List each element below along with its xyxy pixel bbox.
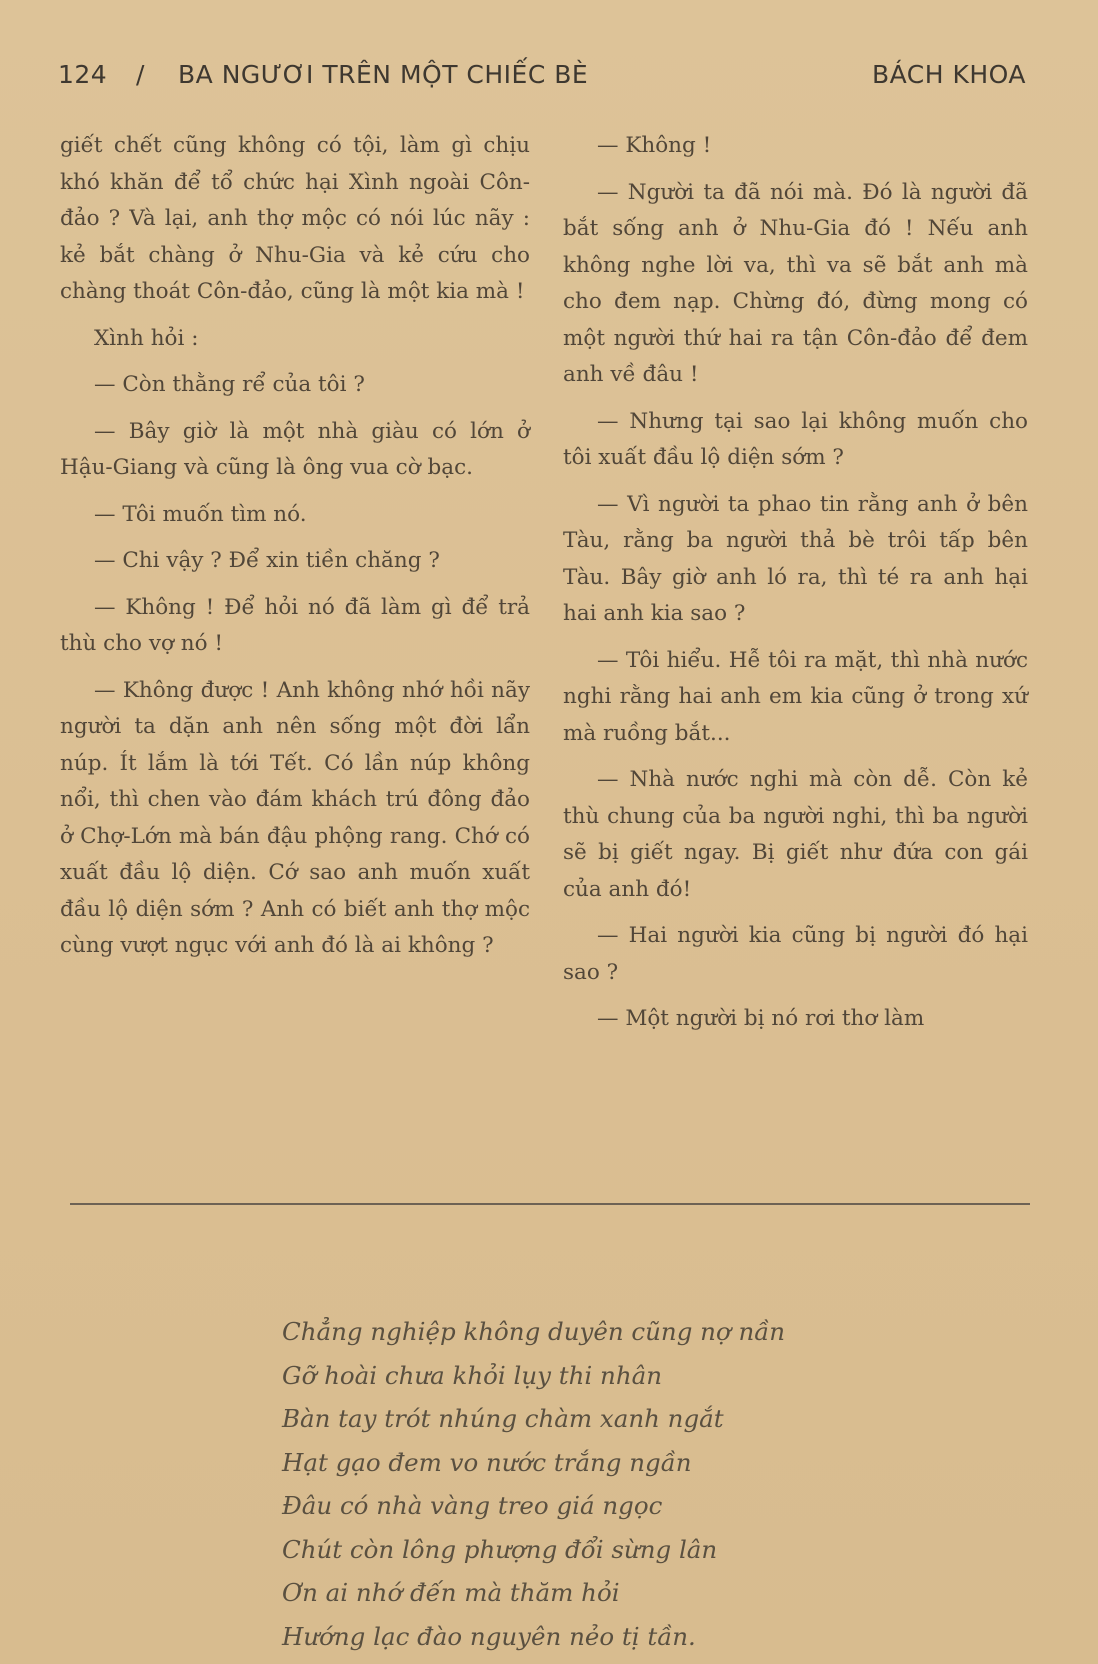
paragraph: — Không ! Để hỏi nó đã làm gì để trả thù cho vợ nó ! (60, 594, 530, 656)
paragraph: — Một người bị nó rơi thơ làm (597, 1006, 925, 1031)
poem-line: Chút còn lông phượng đổi sừng lân (282, 1534, 718, 1564)
header-separator: / (136, 60, 145, 89)
paragraph: Xình hỏi : (94, 325, 199, 351)
left-column (60, 128, 530, 975)
paragraph: — Bây giờ là một nhà giàu có lớn ở Hậu-Giang và cũng là ông vua cờ bạc. (60, 418, 530, 480)
paragraph: — Tôi hiểu. Hễ tôi ra mặt, thì nhà nước nghi rằng hai anh em kia cũng ở trong xứ mà ruồng bắt... (563, 647, 1028, 746)
paragraph: — Nhưng tại sao lại không muốn cho tôi xuất đầu lộ diện sớm ? (563, 408, 1028, 470)
paragraph: — Chi vậy ? Để xin tiền chăng ? (94, 548, 440, 573)
chapter-title: BA NGƯƠI TRÊN MỘT CHIẾC BÈ (178, 60, 589, 89)
paragraph: — Tôi muốn tìm nó. (94, 501, 307, 527)
poem-line: Bàn tay trót nhúng chàm xanh ngắt (282, 1404, 724, 1433)
paragraph: — Hai người kia cũng bị người đó hại sao ? (563, 923, 1028, 985)
paragraph: — Không được ! Anh không nhớ hồi nãy người ta dặn anh nên sống một đời lẩn núp. Ít lắm là tới Tết. Có lần núp không nổi, thì chen vào đám khách trú đông đảo ở Chợ-Lớn mà bán đậu phộng rang. Chớ có xuất đầu lộ diện. Cớ sao anh muốn xuất đầu lộ diện sớm ? Anh có biết anh thợ mộc cùng vượt ngục với anh đó là ai không ? (60, 677, 530, 958)
page-number: 124 (58, 60, 108, 89)
section-divider (70, 1203, 1030, 1205)
right-column (563, 128, 1028, 1048)
paragraph: — Vì người ta phao tin rằng anh ở bên Tàu, rằng ba người thả bè trôi tấp bên Tàu. Bây giờ anh ló ra, thì té ra anh hại hai anh kia sao ? (563, 491, 1028, 626)
running-header (58, 60, 1026, 96)
paragraph: — Nhà nước nghi mà còn dễ. Còn kẻ thù chung của ba người nghi, thì ba người sẽ bị giết ngay. Bị giết như đứa con gái của anh đó! (563, 767, 1028, 902)
poem (282, 1310, 882, 1658)
paragraph: — Không ! (597, 133, 712, 158)
paragraph: — Người ta đã nói mà. Đó là người đã bắt sống anh ở Nhu-Gia đó ! Nếu anh không nghe lời va, thì va sẽ bắt anh mà cho đem nạp. Chừng đó, đừng mong có một người thứ hai ra tận Côn-đảo để đem anh về đâu ! (563, 179, 1028, 387)
poem-line: Hạt gạo đem vo nước trắng ngần (282, 1447, 692, 1477)
poem-line: Chẳng nghiệp không duyên cũng nợ nần (282, 1317, 786, 1346)
paragraph: giết chết cũng không có tội, làm gì chịu khó khăn để tổ chức hại Xình ngoài Côn-đảo ? Và lại, anh thợ mộc có nói lúc nãy : kẻ bắt chàng ở Nhu-Gia và kẻ cứu cho chàng thoát Côn-đảo, cũng là một kia mà ! (60, 133, 530, 304)
poem-line: Đâu có nhà vàng treo giá ngọc (282, 1491, 663, 1520)
poem-line: Gỡ hoài chưa khỏi lụy thi nhân (282, 1360, 662, 1390)
poem-line: Ơn ai nhớ đến mà thăm hỏi (282, 1578, 620, 1607)
paragraph: — Còn thằng rể của tôi ? (94, 372, 365, 397)
poem-line: Hướng lạc đào nguyên nẻo tị tần. (282, 1621, 696, 1651)
journal-name: BÁCH KHOA (871, 60, 1026, 89)
